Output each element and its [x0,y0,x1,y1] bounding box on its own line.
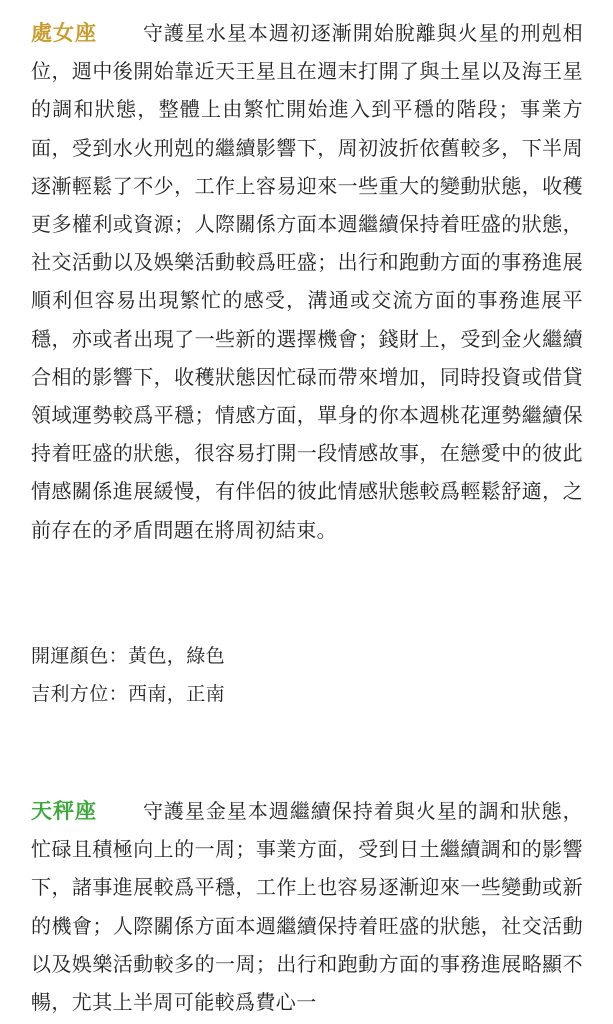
virgo-lucky-direction: 吉利方位：西南，正南 [31,683,226,705]
virgo-title: 處女座 [31,21,97,45]
virgo-section [31,14,583,549]
libra-title: 天秤座 [31,799,97,823]
virgo-lucky-color: 開運顏色：黃色，綠色 [31,645,226,667]
libra-paragraph [31,792,583,1021]
virgo-text: 守護星水星本週初逐漸開始脫離與火星的刑剋相位，週中後開始靠近天王星且在週末打開了與土星以及海王星的調和狀態，整體上由繁忙開始進入到平穩的階段；事業方面，受到水火刑剋的繼續影響下，周初波折依舊較多，下半周逐漸輕鬆了不少，工作上容易迎來一些重大的變動狀態，收穫更多權利或資源；人際關係方面本週繼續保持着旺盛的狀態，社交活動以及娛樂活動較爲旺盛；出行和跑動方面的事務進展順利但容易出現繁忙的感受，溝通或交流方面的事務進展平穩，亦或者出現了一些新的選擇機會；錢財上，受到金火繼續合相的影響下，收穫狀態因忙碌而帶來增加，同時投資或借貸領域運勢較爲平穩；情感方面，單身的你本週桃花運勢繼續保持着旺盛的狀態，很容易打開一段情感故事，在戀愛中的彼此情感關係進展緩慢，有伴侶的彼此情感狀態較爲輕鬆舒適，之前存在的矛盾問題在將周初結束。 [31,21,583,542]
libra-text: 守護星金星本週繼續保持着與火星的調和狀態，忙碌且積極向上的一周；事業方面，受到日土繼續調和的影響下，諸事進展較爲平穩，工作上也容易逐漸迎來一些變動或新的機會；人際關係方面本週繼續保持着旺盛的狀態，社交活動以及娛樂活動較多的一周；出行和跑動方面的事務進展略顯不暢，尤其上半周可能較爲費心一 [31,799,583,1015]
virgo-paragraph [31,14,583,549]
libra-section [31,792,583,1021]
